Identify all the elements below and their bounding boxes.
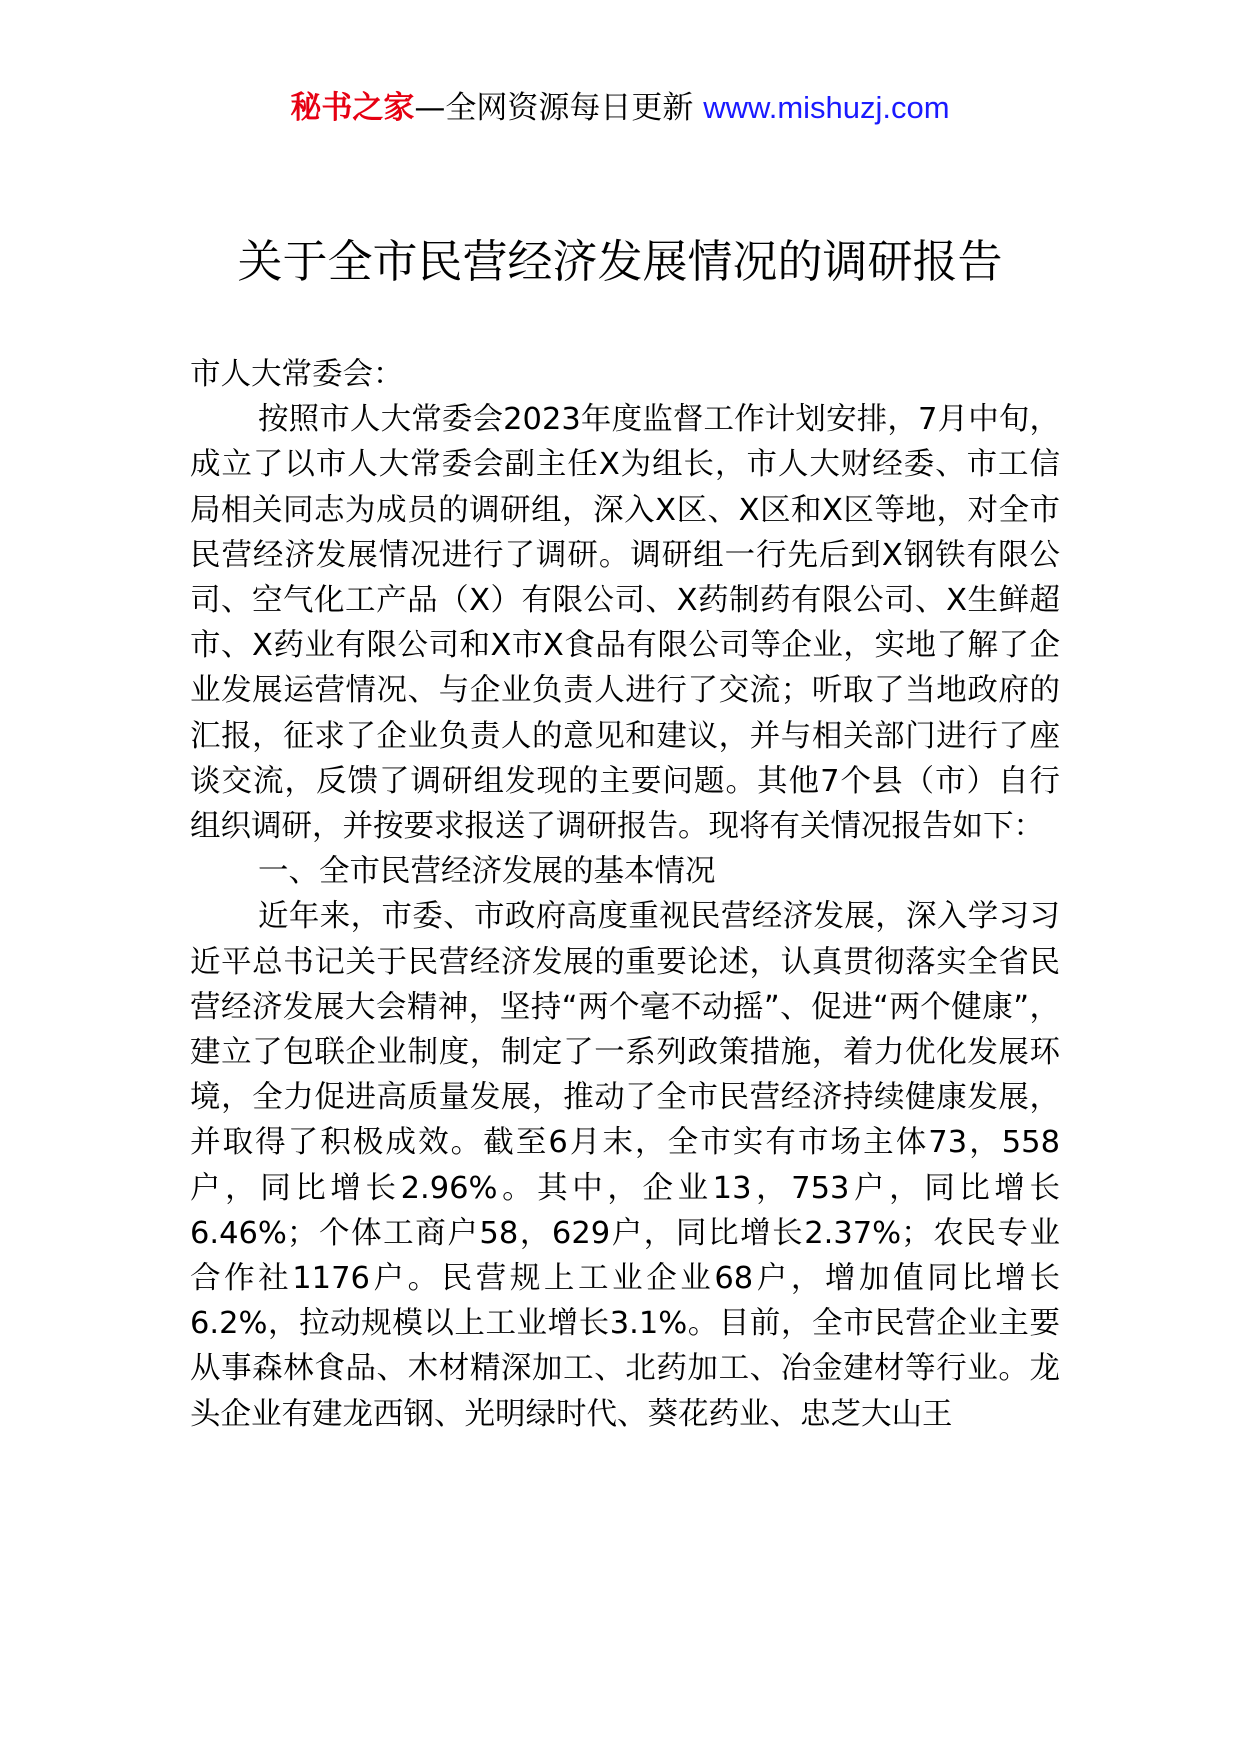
site-header bbox=[0, 88, 1240, 128]
header-slogan: —全网资源每日更新 bbox=[414, 90, 704, 126]
document-title: 关于全市民营经济发展情况的调研报告 bbox=[237, 235, 1003, 288]
document-body bbox=[190, 352, 1060, 1437]
section-heading: 一、全市民营经济发展的基本情况 bbox=[258, 854, 716, 890]
paragraph-intro: 按照市人大常委会2023年度监督工作计划安排，7月中旬，成立了以市人大常委会副主任X为组长，市人大财经委、市工信局相关同志为成员的调研组，深入X区、X区和X区等地，对全市民营经济发展情况进行了调研。调研组一行先后到X钢铁有限公司、空气化工产品（X）有限公司、X药制药有限公司、X生鲜超市、X药业有限公司和X市X食品有限公司等企业，实地了解了企业发展运营情况、与企业负责人进行了交流；听取了当地政府的汇报，征求了企业负责人的意见和建议，并与相关部门进行了座谈交流，反馈了调研组发现的主要问题。其他7个县（市）自行组织调研，并按要求报送了调研报告。现将有关情况报告如下： bbox=[190, 402, 1060, 845]
brand-name: 秘书之家 bbox=[290, 90, 415, 126]
paragraph-basic-situation: 近年来，市委、市政府高度重视民营经济发展，深入学习习近平总书记关于民营经济发展的重要论述，认真贯彻落实全省民营经济发展大会精神，坚持“两个毫不动摇”、促进“两个健康”，建立了包联企业制度，制定了一系列政策措施，着力优化发展环境，全力促进高质量发展，推动了全市民营经济持续健康发展，并取得了积极成效。截至6月末，全市实有市场主体73，558户，同比增长2.96%。其中，企业13，753户，同比增长6.46%；个体工商户58，629户，同比增长2.37%；农民专业合作社1176户。民营规上工业企业68户，增加值同比增长6.2%，拉动规模以上工业增长3.1%。目前，全市民营企业主要从事森林食品、木材精深加工、北药加工、冶金建材等行业。龙头企业有建龙西钢、光明绿时代、葵花药业、忠芝大山王 bbox=[190, 899, 1060, 1432]
salutation: 市人大常委会： bbox=[190, 357, 404, 392]
site-url-link[interactable]: www.mishuzj.com bbox=[703, 90, 950, 125]
